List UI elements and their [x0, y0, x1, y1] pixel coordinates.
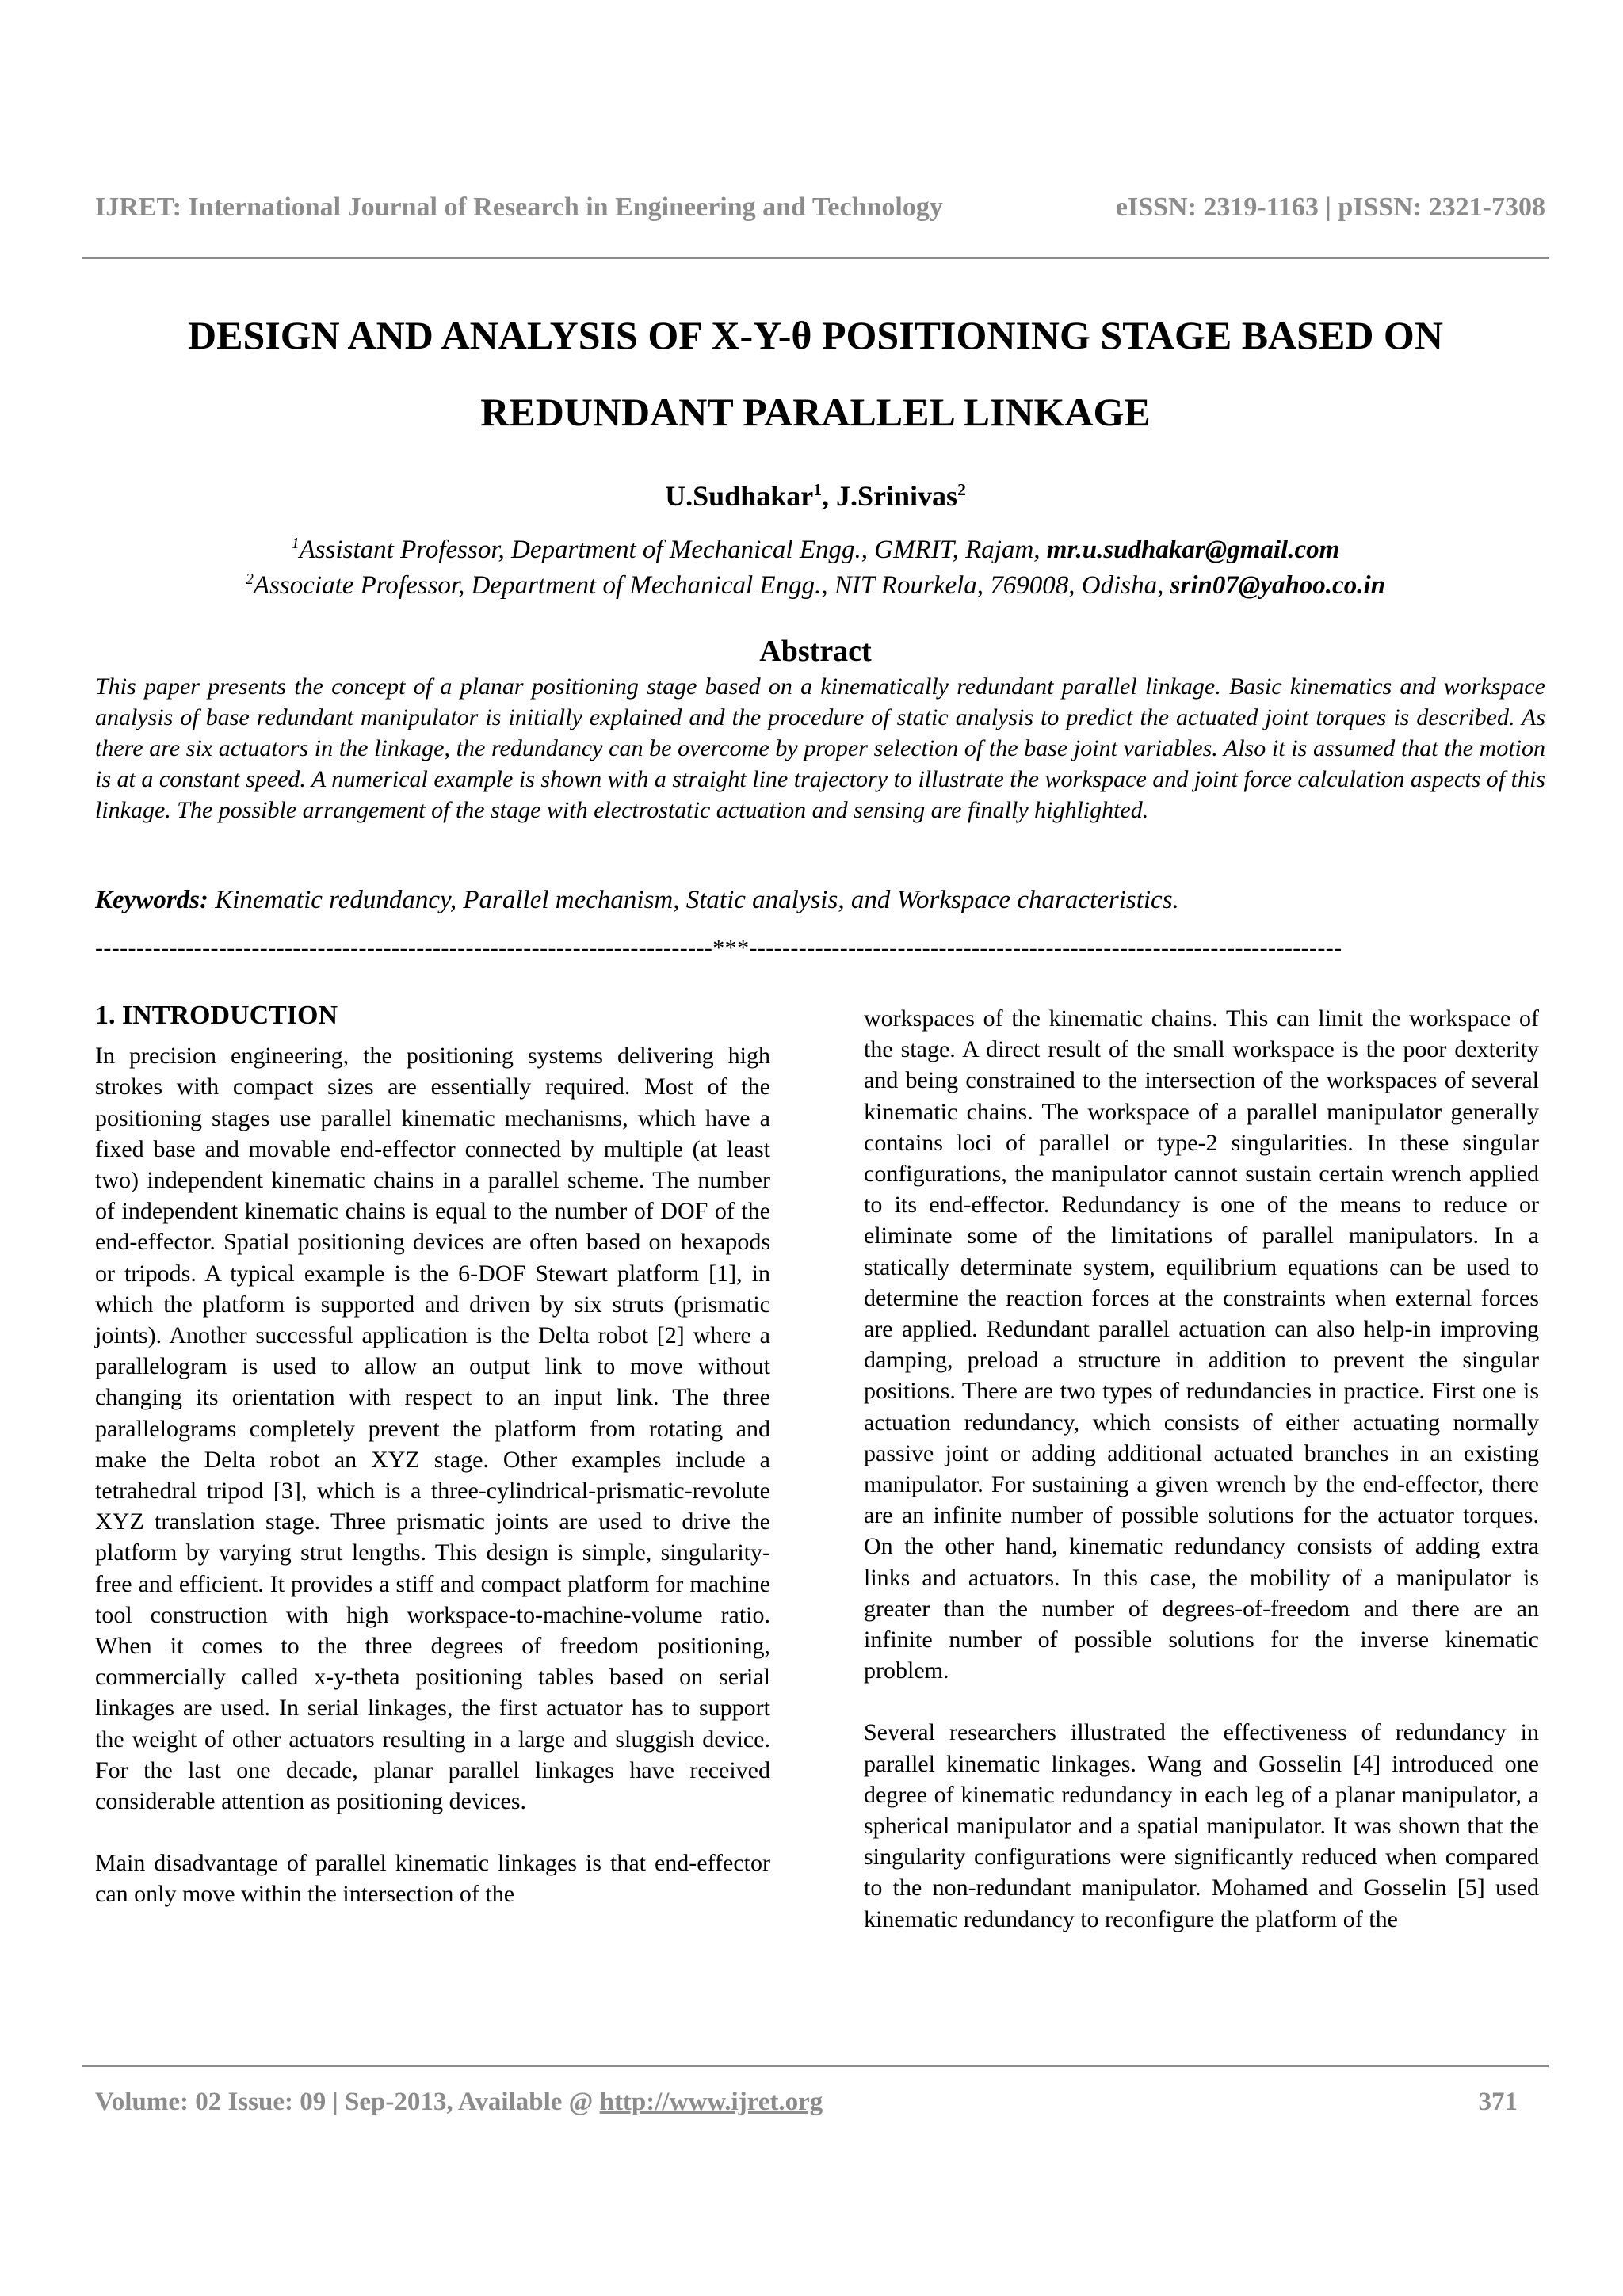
journal-link[interactable]: http://www.ijret.org — [599, 2088, 823, 2116]
page-footer — [95, 2088, 1518, 2117]
affiliation-2-text: Associate Professor, Department of Mechanical Engg., NIT Rourkela, 769008, Odisha, — [253, 571, 1170, 600]
affiliation-2 — [82, 570, 1549, 601]
affiliation-1-marker: 1 — [291, 535, 300, 552]
paragraph: workspaces of the kinematic chains. This can limit the workspace of the stage. A direct result of the small workspace is the poor dexterity and being constrained to the intersection of the workspaces of several kinematic chains. The workspace of a parallel manipulator generally contains loci of parallel or type-2 singularities. In these singular configurations, the manipulator cannot sustain certain wrench applied to its end-effector. Redundancy is one of the means to reduce or eliminate some of the limitations of parallel manipulators. In a statically determinate system, equilibrium equations can be used to determine the reaction forces at the constraints when external forces are applied. Redundant parallel actuation can also help-in improving damping, preload a structure in addition to prevent the singular positions. There are two types of redundancies in practice. First one is actuation redundancy, which consists of either actuating normally passive joint or adding additional actuated branches in an existing manipulator. For sustaining a given wrench by the end-effector, there are an infinite number of possible solutions for the actuator torques. On the other hand, kinematic redundancy consists of adding extra links and actuators. In this case, the mobility of a manipulator is greater than the number of degrees-of-freedom and there are an infinite number of possible solutions for the inverse kinematic problem. — [864, 1005, 1539, 1684]
title-line-2: REDUNDANT PARALLEL LINKAGE — [480, 390, 1151, 434]
author-1: U.Sudhakar — [665, 480, 814, 512]
affiliation-2-marker: 2 — [246, 570, 254, 588]
section-1-heading: 1. INTRODUCTION — [95, 1001, 338, 1030]
keywords-label: Keywords: — [95, 886, 208, 914]
paragraph: Several researchers illustrated the effectiveness of redundancy in parallel kinematic linkages. Wang and Gosselin [4] introduced one degree of kinematic redundancy in each leg of a planar manipulator, a spherical manipulator and a spatial manipulator. It was shown that the singularity configurations were significantly reduced when compared to the non-redundant manipulator. Mohamed and Gosselin [5] used kinematic redundancy to reconfigure the platform of the — [864, 1719, 1539, 1932]
issn-info: eISSN: 2319-1163 | pISSN: 2321-7308 — [1115, 193, 1545, 222]
keywords — [95, 886, 1545, 915]
author-2-email[interactable]: srin07@yahoo.co.in — [1170, 571, 1385, 600]
page-number: 371 — [1478, 2088, 1518, 2116]
footer-volume — [95, 2088, 823, 2117]
keywords-text: Kinematic redundancy, Parallel mechanism, Static analysis, and Workspace characteristics. — [208, 886, 1179, 914]
author-2: J.Srinivas — [836, 480, 958, 512]
title-line-1: DESIGN AND ANALYSIS OF X-Y-θ POSITIONING STAGE BASED ON — [188, 313, 1443, 357]
abstract-heading: Abstract — [759, 635, 872, 668]
abstract-text: This paper presents the concept of a planar positioning stage based on a kinematically redundant parallel linkage. Basic kinematics and workspace analysis of base redundant manipulator is initially explained and the procedure of static analysis to predict the actuated joint torques is described. As there are six actuators in the linkage, the redundancy can be overcome by proper selection of the base joint variables. Also it is assumed that the motion is at a constant speed. A numerical example is shown with a straight line trajectory to illustrate the workspace and joint force calculation aspects of this linkage. The possible arrangement of the stage with electrostatic actuation and sensing are finally highlighted. — [95, 673, 1545, 823]
volume-info: Volume: 02 Issue: 09 | Sep-2013, Available @ — [95, 2088, 600, 2116]
running-header — [95, 193, 1545, 223]
left-column — [95, 1000, 770, 1941]
affiliation-1-text: Assistant Professor, Department of Mechanical Engg., GMRIT, Rajam, — [299, 536, 1047, 564]
paper-title — [82, 297, 1549, 451]
affiliation-1 — [82, 535, 1549, 565]
author-2-marker: 2 — [957, 480, 966, 499]
footer-rule — [82, 2065, 1549, 2067]
right-column — [864, 1003, 1539, 1966]
paragraph: In precision engineering, the positioning systems delivering high strokes with compact sizes are essentially required. Most of the positioning stages use parallel kinematic mechanisms, which have a fixed base and movable end-effector connected by multiple (at least two) independent kinematic chains in a parallel scheme. The number of independent kinematic chains is equal to the number of DOF of the end-effector. Spatial positioning devices are often based on hexapods or tripods. A typical example is the 6-DOF Stewart platform [1], in which the platform is supported and driven by six struts (prismatic joints). Another successful application is the Delta robot [2] where a parallelogram is used to allow an output link to move without changing its orientation with respect to an input link. The three parallelograms completely prevent the platform from rotating and make the Delta robot an XYZ stage. Other examples include a tetrahedral tripod [3], which is a three-cylindrical-prismatic-revolute XYZ translation stage. Three prismatic joints are used to drive the platform by varying strut lengths. This design is simple, singularity-free and efficient. It provides a stiff and compact platform for machine tool construction with high workspace-to-machine-volume ratio. When it comes to the three degrees of freedom positioning, commercially called x-y-theta positioning tables based on serial linkages are used. In serial linkages, the first actuator has to support the weight of other actuators resulting in a large and sluggish device. For the last one decade, planar parallel linkages have received considerable attention as positioning devices. — [95, 1043, 770, 1815]
author-separator: , — [822, 480, 837, 512]
author-list — [82, 479, 1549, 513]
author-1-email[interactable]: mr.u.sudhakar@gmail.com — [1046, 536, 1340, 564]
author-1-marker: 1 — [813, 480, 823, 499]
paragraph: Main disadvantage of parallel kinematic linkages is that end-effector can only move within the intersection of the — [95, 1850, 770, 1908]
header-rule — [82, 257, 1549, 259]
section-separator: ---------------------------------------------------------------------------***------------------------------------------------------------------------ — [95, 935, 1342, 961]
journal-name: IJRET: International Journal of Research in Engineering and Technology — [95, 193, 943, 222]
